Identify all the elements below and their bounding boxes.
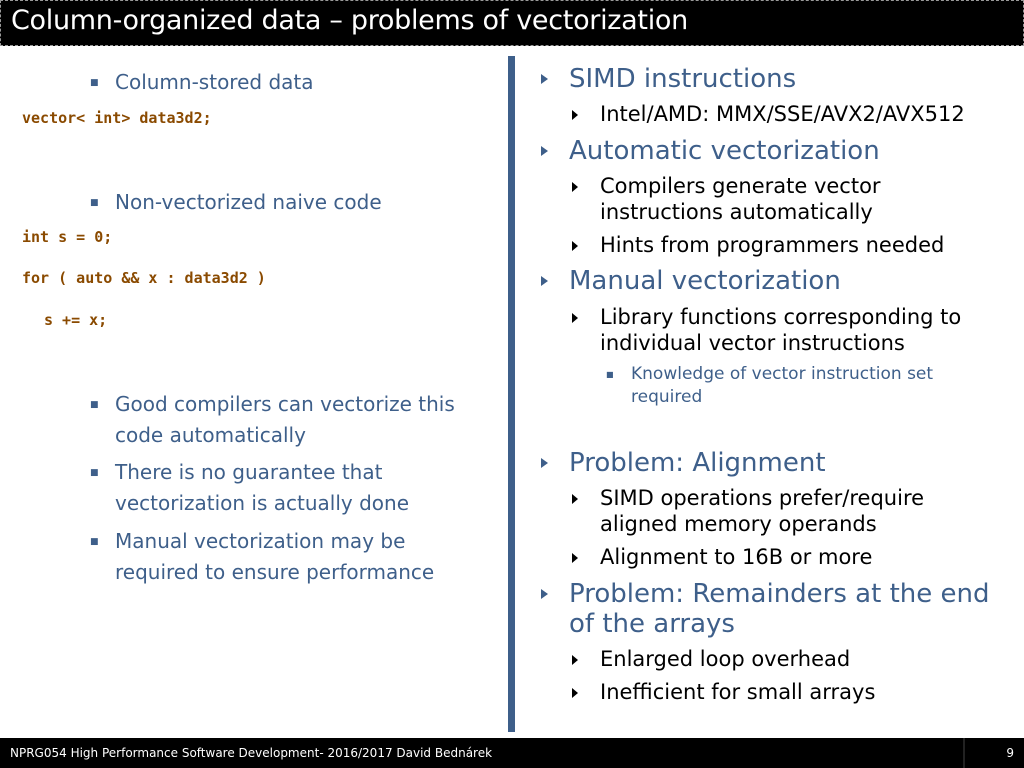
- item-loop-overhead: Enlarged loop overhead: [600, 647, 851, 671]
- item-knowledge-l2: required: [631, 387, 703, 407]
- heading-auto-vect: Automatic vectorization: [569, 136, 880, 166]
- code-line-4: s += x;: [44, 311, 108, 329]
- item-simd-ops-l1: SIMD operations prefer/require: [600, 486, 925, 510]
- triangle-right-icon: [541, 458, 548, 468]
- slide-title: Column-organized data – problems of vectorization: [11, 5, 688, 36]
- heading-manual-vect: Manual vectorization: [569, 266, 841, 296]
- title-bar: [0, 0, 1024, 46]
- bullet-no-guarantee-l1: There is no guarantee that: [115, 460, 383, 484]
- triangle-right-icon: [572, 688, 578, 698]
- bullet-manual-vect-l2: required to ensure performance: [115, 560, 435, 584]
- bullet-good-compilers-l1: Good compilers can vectorize this: [115, 392, 455, 416]
- column-divider: [508, 56, 515, 732]
- item-small-arrays: Inefficient for small arrays: [600, 680, 876, 704]
- square-bullet-icon: ■: [90, 78, 99, 88]
- item-library-functions-l1: Library functions corresponding to: [600, 305, 962, 329]
- triangle-right-icon: [572, 182, 578, 192]
- triangle-right-icon: [572, 110, 578, 120]
- item-alignment-16b: Alignment to 16B or more: [600, 545, 873, 569]
- code-line-1: vector< int> data3d2;: [22, 109, 212, 127]
- page-number: 9: [1006, 746, 1014, 760]
- footer-separator: [963, 738, 965, 768]
- triangle-right-icon: [572, 494, 578, 504]
- triangle-right-icon: [572, 313, 578, 323]
- heading-remainders-l1: Problem: Remainders at the end: [569, 579, 990, 609]
- square-bullet-icon: ■: [90, 468, 99, 478]
- triangle-right-icon: [541, 74, 548, 84]
- triangle-right-icon: [541, 146, 548, 156]
- item-compilers-generate-l1: Compilers generate vector: [600, 174, 881, 198]
- heading-remainders-l2: of the arrays: [569, 609, 735, 639]
- bullet-column-stored: Column-stored data: [115, 70, 314, 94]
- item-hints: Hints from programmers needed: [600, 233, 945, 257]
- bullet-manual-vect-l1: Manual vectorization may be: [115, 529, 406, 553]
- triangle-right-icon: [572, 241, 578, 251]
- square-bullet-icon: ■: [90, 198, 99, 208]
- item-compilers-generate-l2: instructions automatically: [600, 200, 873, 224]
- item-knowledge-l1: Knowledge of vector instruction set: [631, 364, 934, 384]
- footer-text: NPRG054 High Performance Software Development- 2016/2017 David Bednárek: [10, 746, 493, 760]
- square-bullet-icon: ■: [606, 370, 614, 379]
- triangle-right-icon: [572, 655, 578, 665]
- code-line-2: int s = 0;: [22, 228, 113, 246]
- bullet-no-guarantee-l2: vectorization is actually done: [115, 491, 409, 515]
- square-bullet-icon: ■: [90, 537, 99, 547]
- heading-simd: SIMD instructions: [569, 64, 797, 94]
- triangle-right-icon: [541, 276, 548, 286]
- item-intel-amd: Intel/AMD: MMX/SSE/AVX2/AVX512: [600, 102, 965, 126]
- heading-alignment: Problem: Alignment: [569, 448, 826, 478]
- bullet-naive-code: Non-vectorized naive code: [115, 190, 382, 214]
- code-line-3: for ( auto && x : data3d2 ): [22, 269, 266, 287]
- triangle-right-icon: [572, 553, 578, 563]
- item-simd-ops-l2: aligned memory operands: [600, 512, 877, 536]
- square-bullet-icon: ■: [90, 400, 99, 410]
- bullet-good-compilers-l2: code automatically: [115, 423, 306, 447]
- item-library-functions-l2: individual vector instructions: [600, 331, 905, 355]
- triangle-right-icon: [541, 589, 548, 599]
- footer-bar: [0, 738, 1024, 768]
